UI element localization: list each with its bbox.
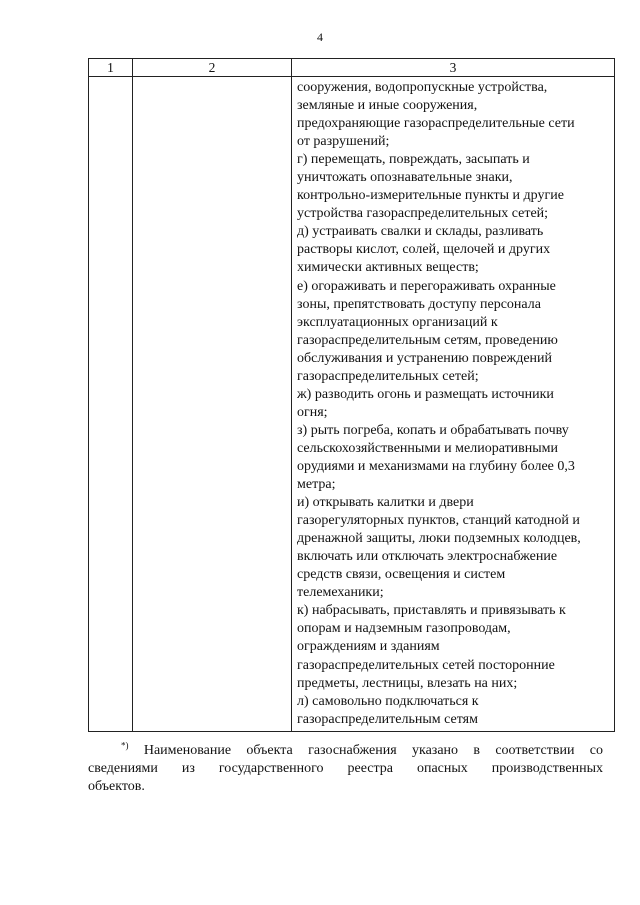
table-cell-line: газораспределительных сетей; — [297, 368, 479, 384]
table-cell-line: сооружения, водопропускные устройства, — [297, 80, 548, 95]
table-cell-line: зоны, препятствовать доступу персонала — [297, 296, 541, 312]
table-cell-line: от разрушений; — [297, 134, 390, 150]
table-cell-line: метра; — [297, 477, 336, 493]
footnote-line — [88, 742, 603, 760]
table-cell-line: земляные и иные сооружения, — [297, 98, 478, 114]
table-row — [89, 77, 615, 732]
table-cell-line: газораспределительным сетям, проведению — [297, 332, 558, 348]
table-cell-line: е) огораживать и перегораживать охранные — [297, 278, 556, 294]
footnote-line-text: Наименование объекта газоснабжения указано в соответствии со — [143, 743, 603, 758]
table-cell-line: телемеханики; — [297, 585, 384, 601]
table-cell-line: и) открывать калитки и двери — [297, 495, 474, 511]
footnote-line: сведениями из государственного реестра опасных производственных — [88, 761, 603, 776]
table-cell-line: включать или отключать электроснабжение — [297, 549, 558, 565]
table-cell-line: растворы кислот, солей, щелочей и других — [297, 242, 551, 258]
table-cell-line: контрольно-измерительные пункты и другие — [297, 188, 564, 204]
footnote — [88, 742, 603, 796]
table-cell-line: д) устраивать свалки и склады, разливать — [297, 224, 544, 240]
table-cell-line: обслуживания и устранению повреждений — [297, 350, 553, 366]
table-cell-line: дренажной защиты, люки подземных колодцев, — [297, 531, 581, 547]
column-header-3: 3 — [292, 59, 615, 77]
table-cell-line: эксплуатационных организаций к — [297, 314, 498, 330]
restrictions-text — [292, 77, 614, 731]
footnote-marker: *) — [121, 740, 129, 751]
table-cell-line: уничтожать опознавательные знаки, — [297, 170, 513, 186]
table-header-row — [89, 59, 615, 77]
table-cell-line: газораспределительных сетей посторонние — [297, 657, 555, 673]
table-cell-col1 — [89, 77, 133, 732]
table-cell-line: средств связи, освещения и систем — [297, 567, 506, 583]
footnote-line: объектов. — [88, 779, 145, 794]
table-cell-line: предметы, лестницы, влезать на них; — [297, 675, 518, 691]
table-cell-line: ограждениям и зданиям — [297, 639, 440, 655]
column-header-2: 2 — [133, 59, 292, 77]
table-cell-line: химически активных веществ; — [297, 260, 479, 276]
table-cell-col3 — [292, 77, 615, 732]
table-cell-col2 — [133, 77, 292, 732]
table-cell-line: газораспределительным сетям — [297, 711, 478, 727]
table-cell-line: устройства газораспределительных сетей; — [297, 206, 549, 222]
table-cell-line: ж) разводить огонь и размещать источники — [297, 386, 554, 402]
page-number: 4 — [317, 30, 323, 44]
table-cell-line: л) самовольно подключаться к — [297, 693, 479, 709]
table-cell-line: з) рыть погреба, копать и обрабатывать почву — [297, 422, 569, 438]
table-cell-line: огня; — [297, 404, 328, 420]
table-cell-line: опорам и надземным газопроводам, — [297, 621, 511, 637]
table-cell-line: газорегуляторных пунктов, станций катодной и — [297, 513, 580, 529]
table-cell-line: сельскохозяйственными и мелиоративными — [297, 440, 559, 456]
requirements-table — [88, 58, 615, 732]
table-cell-line: г) перемещать, повреждать, засыпать и — [297, 152, 530, 168]
column-header-1: 1 — [89, 59, 133, 77]
table-cell-line: предохраняющие газораспределительные сети — [297, 116, 575, 132]
table-cell-line: к) набрасывать, приставлять и привязывать к — [297, 603, 566, 619]
table-cell-line: орудиями и механизмами на глубину более 0,3 — [297, 458, 575, 474]
